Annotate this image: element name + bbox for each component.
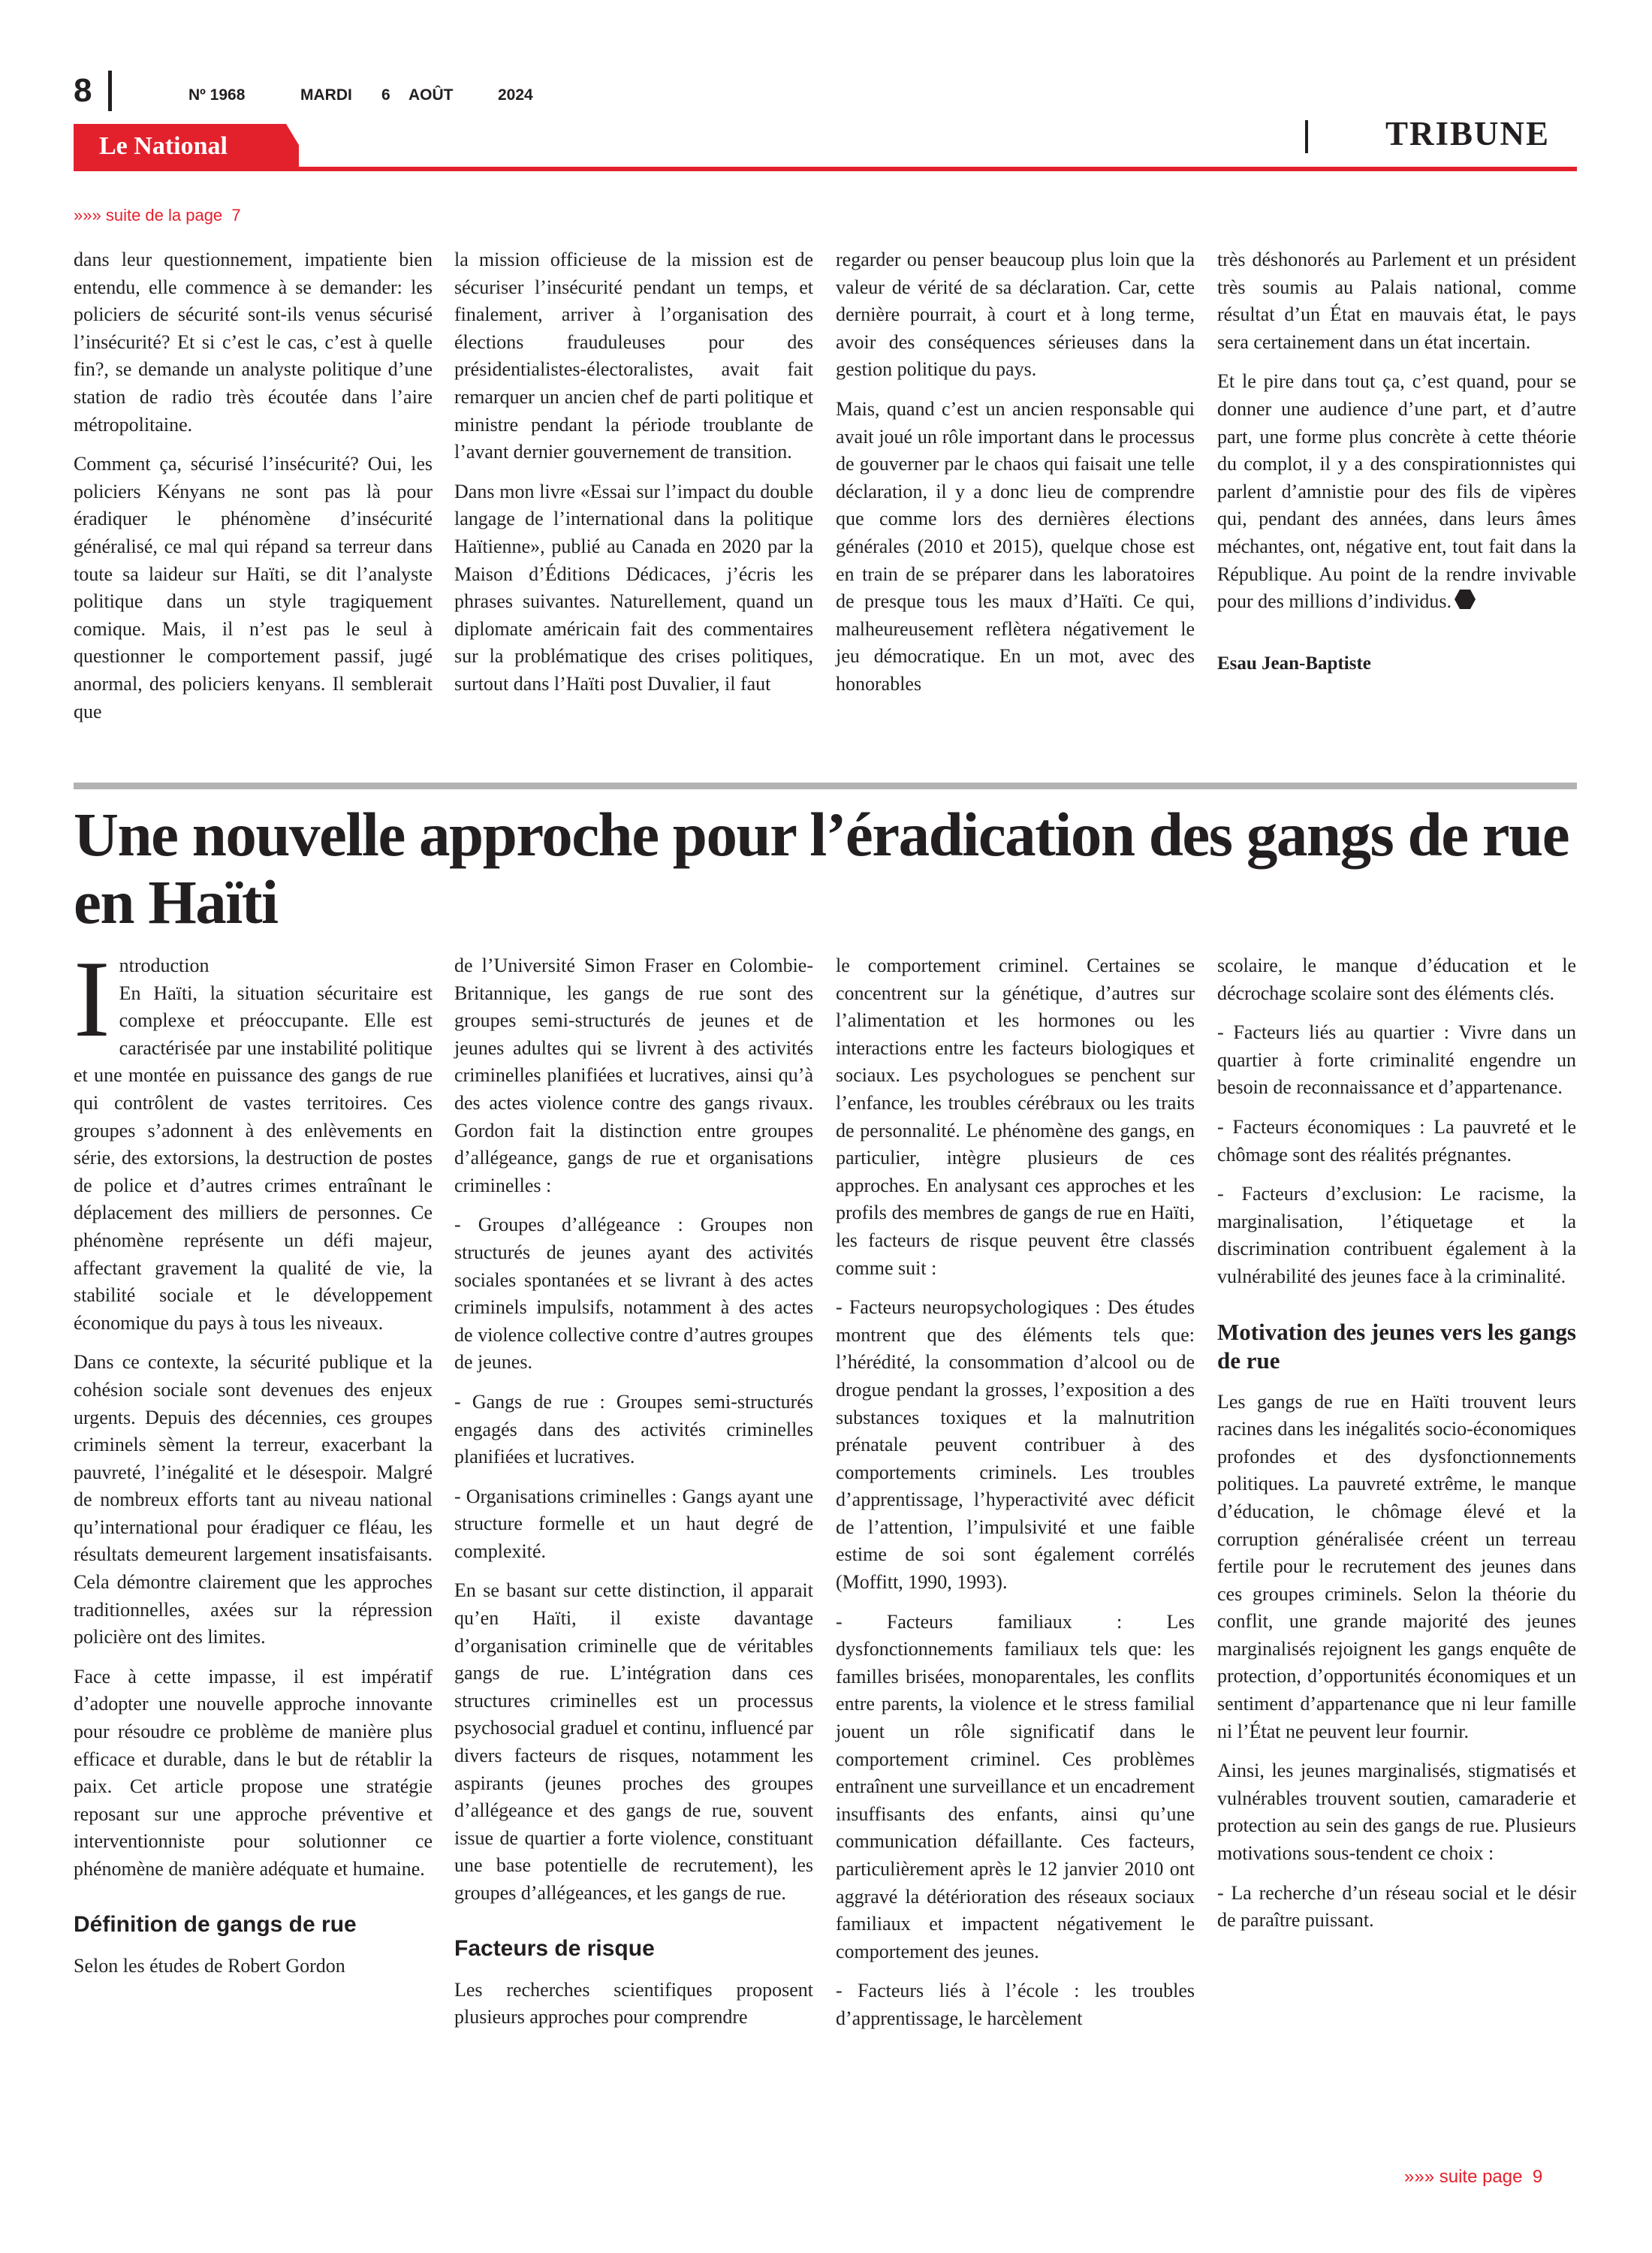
subheading-risk-factors: Facteurs de risque <box>454 1935 655 1961</box>
tribune-column-4 <box>1217 246 1576 676</box>
paragraph: - Facteurs économiques : La pauvreté et le chômage sont des réalités prégnantes. <box>1217 1115 1576 1166</box>
article-separator <box>74 783 1577 789</box>
paragraph: Les recherches scientifiques proposent plusieurs approches pour comprendre <box>454 1978 813 2028</box>
page-number-divider <box>108 71 112 111</box>
day-of-month: 6 <box>381 86 390 104</box>
paragraph: Les gangs de rue en Haïti trouvent leurs racines dans les inégalités socio-économiques profondes et des dysfonctionnements politiques. La pauvreté extrême, le manque d’éducation, le chômage élevé et la corruption généralisée créent un terreau fertile pour le recrutement des jeunes dans ces groupes criminels. Selon la théorie du conflit, une grande majorité des jeunes marginalisés rejoignent les gangs enquête de protection, d’opportunités économiques et un sentiment d’appartenance que ni leur famille ni l’État ne peuvent leur fournir. <box>1217 1390 1576 1742</box>
weekday: MARDI <box>300 86 352 104</box>
paragraph: Selon les études de Robert Gordon <box>74 1954 345 1977</box>
continued-from-text: suite de la page <box>105 206 223 225</box>
subheading-definition: Définition de gangs de rue <box>74 1911 357 1937</box>
paragraph: scolaire, le manque d’éducation et le décrochage scolaire sont des éléments clés. <box>1217 955 1576 1004</box>
paragraph: très déshonorés au Parlement et un président très soumis au Palais national, comme résultat d’un État en mauvais état, le pays sera certainement dans un état incertain. <box>1217 249 1576 353</box>
month: AOÛT <box>408 86 454 104</box>
chevrons-icon: »»» <box>74 206 106 225</box>
drop-cap: I <box>74 938 110 1060</box>
paragraph: dans leur questionnement, impatiente bien entendu, elle commence à se demander: les policiers de sécurité sont-ils venus sécurisé l’insécurité? Et si c’est le cas, c’est à quelle fin?, se demande un analyste politique d’une station de radio très écoutée dans l’aire métropolitaine. <box>74 249 433 436</box>
paragraph: - Organisations criminelles : Gangs ayant une structure formelle et un haut degré de complexité. <box>454 1485 813 1562</box>
paragraph: de l’Université Simon Fraser en Colombie-Britannique, les gangs de rue sont des groupes semi-structurés de jeunes et de jeunes adultes qui se livrent à des activités criminelles planifiées et lucratives, ainsi qu’à des actes violence contre des gangs rivaux. Gordon fait la distinction entre groupes d’allégeance, gangs de rue et organisations criminelles : <box>454 955 813 1196</box>
paragraph: Mais, quand c’est un ancien responsable qui avait joué un rôle important dans le processus de gouverner par le chaos qui faisait une telle déclaration, il y a donc lieu de comprendre que comme lors des dernières élections générales (2010 et 2015), quelque chose est en train de se préparer dans les laboratoires de presque tous les maux d’Haïti. Ce qui, malheureusement reflètera négativement le jeu démocratique. En un mot, avec des honorables <box>836 397 1195 695</box>
paragraph: - Groupes d’allégeance : Groupes non structurés de jeunes ayant des activités sociales spontanées et se livrant à des actes criminels impulsifs, notamment à des actes de violence collective contre d’autres groupes de jeunes. <box>454 1214 813 1374</box>
paragraph-text: Et le pire dans tout ça, c’est quand, pour se donner une audience d’une part, et d’autre part, une forme plus concrète à cette théorie du complot, il y a des conspirationnistes qui parlent d’amnistie pour des fils de vipères qui, pendant des années, dans leurs âmes méchantes, ont, négative ent, tout fait dans la République. Au point de la rendre invivable pour des millions d’individus. <box>1217 370 1576 613</box>
tribune-column-1 <box>74 246 433 737</box>
paragraph: la mission officieuse de la mission est de sécuriser l’insécurité pendant un temps, et finalement, arriver à l’organisation des élections frauduleuses pour des présidentialistes-électoralistes, avait fait remarquer un ancien chef de parti politique et ministre pendant la période troublante de l’avant dernier gouvernement de transition. <box>454 249 813 463</box>
tribune-column-3 <box>836 246 1195 710</box>
paragraph: - Facteurs neuropsychologiques : Des études montrent que des éléments tels que: l’hérédité, la consommation d’alcool ou de drogue pendant la grosses, l’exposition a des substances toxiques et la malnutrition prénatale peuvent contribuer à des comportements criminels. Les troubles d’apprentissage, l’hyperactivité avec déficit de l’attention, l’impulsivité et une faible estime de soi sont également corrélés (Moffitt, 1990, 1993). <box>836 1296 1195 1594</box>
paragraph <box>1217 368 1576 615</box>
article-column-3 <box>836 952 1195 2045</box>
page-number: 8 <box>74 72 92 109</box>
article-column-2 <box>454 952 813 2043</box>
paragraph: - Facteurs liés au quartier : Vivre dans un quartier à forte criminalité engendre un besoin de reconnaissance et d’appartenance. <box>1217 1021 1576 1099</box>
continued-to-page <box>1404 2166 1542 2188</box>
continued-from-page <box>74 204 241 227</box>
tribune-column-2 <box>454 246 813 710</box>
subheading-motivation: Motivation des jeunes vers les gangs de rue <box>1217 1318 1576 1374</box>
end-of-article-icon <box>1455 589 1476 610</box>
author-byline: Esau Jean-Baptiste <box>1217 653 1371 674</box>
section-divider <box>1305 120 1308 153</box>
publication-name: Le National <box>99 132 228 160</box>
paragraph: Face à cette impasse, il est impératif d’adopter une nouvelle approche innovante pour résoudre ce problème de manière plus efficace et durable, dans le but de rétablir la paix. Cet article propose une stratégie reposant sur une approche préventive et interventionniste pour solutionner ce phénomène de manière adéquate et humaine. <box>74 1665 433 1880</box>
paragraph: - La recherche d’un réseau social et le désir de paraître puissant. <box>1217 1881 1576 1932</box>
paragraph-text: En Haïti, la situation sécuritaire est complexe et préoccupante. Elle est caractérisée par une instabilité politique et une montée en puissance des gangs de rue qui contrôlent de vastes territoires. Ces groupes s’adonnent à des enlèvements en série, des extorsions, la destruction de postes de police et d’autres crimes entraînant le déplacement des milliers de personnes. Ce phénomène représente un défi majeur, affectant gravement la qualité de vie, la stabilité sociale et le développement économique du pays à tous les niveaux. <box>74 982 433 1334</box>
paragraph: Dans mon livre «Essai sur l’impact du double langage de l’international dans la politique Haïtienne», publié au Canada en 2020 par la Maison d’Éditions Dédicaces, j’écris les phrases suivantes. Naturellement, quand un diplomate américain fait des commentaires sur la problématique des crises politiques, surtout dans l’Haïti post Duvalier, il faut <box>454 480 813 695</box>
paragraph: - Gangs de rue : Groupes semi-structurés engagés dans des activités criminelles planifiées et lucratives. <box>454 1390 813 1468</box>
paragraph: Comment ça, sécurisé l’insécurité? Oui, les policiers Kényans ne sont pas là pour éradiquer le phénomène d’insécurité généralisé, ce mal qui répand sa terreur dans toute sa laideur sur Haïti, se dit l’analyste politique dans un style tragiquement comique. Mais, il n’est pas le seul à questionner le comportement passif, jugé anormal, des policiers kenyans. Il semblerait que <box>74 453 433 722</box>
intro-heading: ntroduction <box>119 955 210 976</box>
paragraph: Ainsi, les jeunes marginalisés, stigmatisés et vulnérables trouvent soutien, camaraderie et protection au sein des gangs de rue. Plusieurs motivations sous-tendent ce choix : <box>1217 1760 1576 1865</box>
paragraph: - Facteurs liés à l’école : les troubles d’apprentissage, le harcèlement <box>836 1980 1195 2029</box>
article-headline: Une nouvelle approche pour l’éradication des gangs de rue en Haïti <box>74 800 1569 936</box>
chevrons-icon: »»» <box>1404 2167 1439 2187</box>
article-column-4 <box>1217 952 1576 1947</box>
continued-from-page-number: 7 <box>231 206 241 225</box>
continued-to-text: suite page <box>1439 2167 1523 2187</box>
continued-to-page-number: 9 <box>1532 2167 1543 2187</box>
issue-number: Nº 1968 <box>188 86 246 104</box>
paragraph: Dans ce contexte, la sécurité publique et la cohésion sociale sont devenues des enjeux urgents. Depuis des décennies, ces groupes criminels sèment la terreur, exacerbant la pauvreté, l’inégalité et le désespoir. Malgré de nombreux efforts tant au niveau national qu’international pour éradiquer ce fléau, les résultats demeurent largement insatisfaisants. Cela démontre clairement que les approches traditionnelles, axées sur la répression policière ont des limites. <box>74 1351 433 1648</box>
section-title: TRIBUNE <box>1385 115 1551 152</box>
article-column-1 <box>74 938 433 1992</box>
intro-paragraph <box>74 938 433 1337</box>
paragraph: - Facteurs d’exclusion: Le racisme, la marginalisation, l’étiquetage et la discrimination contribuent également à la vulnérabilité des jeunes face à la criminalité. <box>1217 1183 1576 1287</box>
paragraph: En se basant sur cette distinction, il apparait qu’en Haïti, il existe davantage d’organisation criminelle que de véritables gangs de rue. L’intégration dans ces structures criminelles est un processus psychosocial graduel et continu, influencé par divers facteurs de risques, notamment les aspirants (jeunes proches des groupes d’allégeance et des gangs de rue, souvent issue de quartier a forte violence, constituant une base potentielle de recrutement), les groupes d’allégeances, et les gangs de rue. <box>454 1579 813 1904</box>
paragraph: - Facteurs familiaux : Les dysfonctionnements familiaux tels que: les familles brisées, monoparentales, les conflits entre parents, la violence et le stress familial jouent un rôle significatif dans le comportement criminel. Ces problèmes entraînent une surveillance et un encadrement insuffisants des enfants, ainsi qu’une communication défaillante. Ces facteurs, particulièrement après le 12 janvier 2010 ont aggravé la détérioration des réseaux sociaux familiaux et impactent négativement le comportement des jeunes. <box>836 1610 1195 1962</box>
paragraph: regarder ou penser beaucoup plus loin que la valeur de vérité de sa déclaration. Car, cette dernière pourrait, à court et à long terme, avoir des conséquences sérieuses dans la gestion politique du pays. <box>836 249 1195 381</box>
header-rule <box>74 167 1577 171</box>
year: 2024 <box>498 86 533 104</box>
paragraph: le comportement criminel. Certaines se concentrent sur la génétique, d’autres sur l’alimentation et les hormones ou les interactions entre les facteurs biologiques et sociaux. Les psychologues se penchent sur l’enfance, les troubles cérébraux ou les traits de personnalité. Le phénomène des gangs, en particulier, intègre plusieurs de ces approches. En analysant ces approches et les profils des membres de gangs de rue en Haïti, les facteurs de risque peuvent être classés comme suit : <box>836 955 1195 1279</box>
